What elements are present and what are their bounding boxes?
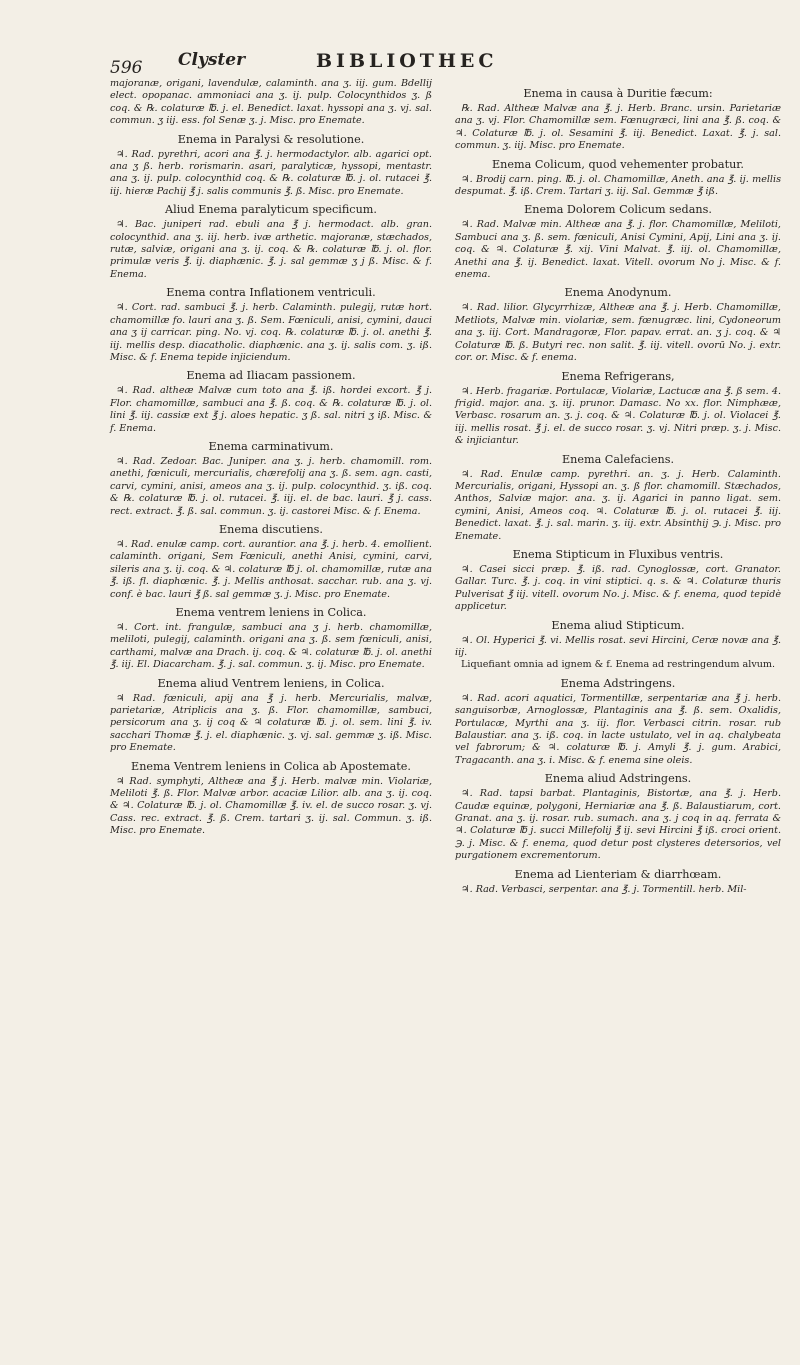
recipe-heading: Enema in Paralysi & resolutione.	[177, 132, 365, 146]
recipe-heading: Enema Dolorem Colicum sedans.	[524, 203, 712, 217]
recipe-section	[110, 133, 432, 199]
recipe-text: ♃. Ol. Hyperici ℥. vi. Mellis rosat. sevi Hircini, Ceræ novæ ana ℥. iij.	[455, 634, 781, 658]
recipe-text: ♃. Rad. tapsi barbat. Plantaginis, Bistortæ, ana ℥. j. Herb. Caudæ equinæ, polygoni, Herniariæ ana ℥. ß. Balaustiarum, cort. Granat. ana ʒ. ij. rosar. rub. sumach. ana ʒ. j coq in aq. ferrata & ♃. Colaturæ ℔ j. succi Millefolij ℥ ij. sevi Hircini ℥ iß. croci orient. ℈. j. Misc. & f. enema, quod detur post clysteres detersorios, vel purgationem excrementorum.	[455, 788, 781, 862]
recipe-section	[455, 370, 781, 448]
recipe-text: ♃. Rad. pyrethri, acori ana ℥. j. hermodactylor. alb. agarici opt. ana ʒ ß. herb. rorismarin. asari, paralyticæ, hyssopi, mentastr. ana ʒ. ij. pulp. colocynthid coq. & ℞. colaturæ ℔. j. ol. rutacei ℥. iij. hieræ Pachij ℥ j. salis communis ℥. ß. Misc. pro Enemate.	[110, 148, 432, 197]
recipe-section	[455, 158, 781, 199]
recipe-section	[455, 677, 781, 767]
recipe-heading: Enema ad Lienteriam & diarrhœam.	[514, 867, 722, 881]
recipe-text: ♃. Cort. int. frangulæ, sambuci ana ʒ j. herb. chamomillæ, meliloti, pulegij, calaminth. origani ana ʒ. ß. sem fœniculi, anisi, carthami, malvæ ana Drach. ij. coq. & ♃. colaturæ ℔. j. ol. anethi ℥. iij. El. Diacarcham. ℥. j. sal. commun. ʒ. ij. Misc. pro Enemate.	[110, 622, 432, 671]
recipe-heading: Enema Calefaciens.	[561, 452, 675, 466]
recipe-section	[455, 548, 781, 614]
recipe-heading: Enema ventrem leniens in Colica.	[175, 606, 367, 619]
recipe-text: ℞. Rad. Altheæ Malvæ ana ℥. j. Herb. Branc. ursin. Parietariæ ana ʒ. vj. Flor. Chamomillæ sem. Fœnugræci, lini ana ℥. ß. coq. & ♃. Colaturæ ℔. j. ol. Sesamini ℥. iij. Benedict. Laxat. ℥. j. sal. commun. ʒ. iij. Misc. pro Enemate.	[455, 103, 781, 152]
recipe-text: ♃. Rad. acori aquatici, Tormentillæ, serpentariæ ana ℥ j. herb. sanguisorbæ, Arnoglossæ, Plantaginis ana ℥. ß. sem. Oxalidis, Portulacæ, Myrthi ana ʒ. iij. flor. Verbasci citrin. rosar. rub Balaustiar. ana ʒ. iß. coq. in lacte ustulato, vel in aq. chalybeata vel fabrorum; & ♃. colaturæ ℔. j. Amyli ℥. j. gum. Arabici, Tragacanth. ana ʒ. i. Misc. & f. enema sine oleis.	[455, 692, 781, 766]
recipe-heading: Enema Refrigerans,	[561, 369, 675, 383]
recipe-text: ♃. Rad. lilior. Glycyrrhizæ, Altheæ ana ℥. j. Herb. Chamomillæ, Metliots, Malvæ min. violariæ, sem. fœnugræc. lini, Cydoneorum ana ʒ. iij. Cort. Mandragoræ, Flor. papav. errat. an. ʒ j. coq. & ♃ Colaturæ ℔. ß. Butyri rec. non salit. ℥. iij. vitell. ovorū No. j. extr. cor. or. Misc. & f. enema.	[455, 302, 781, 364]
recipe-heading: Enema Colicum, quod vehementer probatur.	[492, 157, 744, 171]
running-head: BIBLIOTHEC	[316, 50, 498, 72]
recipe-section	[110, 677, 432, 755]
recipe-text: ♃. Rad. Verbasci, serpentar. ana ℥. j. Tormentill. herb. Mil-	[461, 883, 747, 895]
recipe-section	[110, 523, 432, 601]
recipe-section	[455, 772, 781, 862]
recipe-heading: Enema aliud Adstringens.	[544, 772, 692, 786]
left-column	[110, 78, 432, 842]
recipe-section	[455, 453, 781, 543]
recipe-section	[455, 286, 781, 364]
headword: Clyster	[178, 50, 246, 70]
recipe-heading: Enema carminativum.	[208, 439, 334, 453]
recipe-text: ♃. Brodij carn. ping. ℔. j. ol. Chamomillæ, Aneth. ana ℥. ij. mellis despumat. ℥. iß. Crem. Tartari ʒ. iij. Sal. Gemmæ ℥ iß.	[455, 173, 781, 198]
page-number: 596	[110, 58, 143, 78]
recipe-heading: Enema ad Iliacam passionem.	[186, 369, 356, 383]
recipe-text: ♃ Rad. fœniculi, apij ana ℥ j. herb. Mercurialis, malvæ, parietariæ, Atriplicis ana ʒ. ß. Flor. chamomillæ, sambuci, persicorum ana ʒ. ij coq & ♃ colaturæ ℔. j. ol. sem. lini ℥. iv. sacchari Thomæ ℥. j. el. diaphænic. ʒ. vj. sal. gemmæ ʒ. iß. Misc. pro Enemate.	[110, 692, 432, 754]
recipe-heading: Enema aliud Ventrem leniens, in Colica.	[157, 676, 385, 690]
recipe-text: ♃. Rad. Malvæ min. Altheæ ana ℥. j. flor. Chamomillæ, Meliloti, Sambuci ana ʒ. ß. sem. fœniculi, Anisi Cymini, Apij, Lini ana ʒ. ij. coq. & ♃. Colaturæ ℥. xij. Vini Malvat. ℥. iij. ol. Chamomillæ, Anethi ana ℥. ij. Benedict. laxat. Vitell. ovorum No j. Misc. & f. enema.	[455, 219, 781, 281]
recipe-section	[110, 286, 432, 364]
recipe-heading: Enema Stipticum in Fluxibus ventris.	[512, 547, 724, 561]
recipe-section	[455, 868, 781, 896]
continued-recipe: majoranæ, origani, lavendulæ, calaminth. ana ʒ. iij. gum. Bdellij elect. opopanac. ammoniaci ana ʒ. ij. pulp. Colocynthidos ʒ. ß coq. & ℞. colaturæ ℔. j. el. Benedict. laxat. hyssopi ana ʒ. vj. sal. commun. ʒ iij. ess. fol Senæ ʒ. j. Misc. pro Enemate.	[110, 78, 432, 127]
recipe-text: ♃. Herb. fragariæ. Portulacæ, Violariæ, Lactucæ ana ℥. ß sem. 4. frigid. major. ana. ʒ. iij. prunor. Damasc. No xx. flor. Nimphææ, Verbasc. rosarum an. ʒ. j. coq. & ♃. Colaturæ ℔. j. ol. Violacei ℥. iij. mellis rosat. ℥ j. el. de succo rosar. ʒ. vj. Nitri præp. ʒ. j. Misc. & injiciantur.	[455, 385, 781, 447]
recipe-text: ♃. Casei sicci præp. ℥. iß. rad. Cynoglossæ, cort. Granator. Gallar. Turc. ℥. j. coq. in vini stiptici. q. s. & ♃. Colaturæ thuris Pulverisat ℥ iij. vitell. ovorum No. j. Misc. & f. enema, quod tepidè applicetur.	[455, 563, 781, 613]
recipe-text: ♃. Rad. altheæ Malvæ cum toto ana ℥. iß. hordei excort. ℥ j. Flor. chamomillæ, sambuci ana ℥. ß. coq. & ℞. colaturæ ℔. j. ol. lini ℥. iij. cassiæ ext ℥ j. aloes hepatic. ʒ ß. sal. nitri ʒ iß. Misc. & f. Enema.	[110, 385, 432, 434]
recipe-section	[110, 760, 432, 838]
recipe-section	[455, 619, 781, 672]
recipe-instruction: Liquefiant omnia ad ignem & f. Enema ad restringendum alvum.	[461, 659, 776, 671]
recipe-section	[110, 369, 432, 435]
recipe-section	[110, 440, 432, 518]
right-column	[455, 82, 781, 900]
recipe-text: ♃. Cort. rad. sambuci ℥. j. herb. Calaminth. pulegij, rutæ hort. chamomillæ fo. lauri ana ʒ. ß. Sem. Fœniculi, anisi, cymini, dauci ana ʒ ij carricar. ping. No. vj. coq. ℞. colaturæ ℔. j. ol. anethi ℥. iij. mellis desp. diacatholic. diaphænic. ana ʒ. ij. salis com. ʒ. iß. Misc. & f. Enema tepide injiciendum.	[110, 302, 432, 363]
recipe-heading: Enema Ventrem leniens in Colica ab Apostemate.	[131, 759, 411, 773]
recipe-heading: Enema Anodynum.	[564, 286, 672, 300]
recipe-heading: Aliud Enema paralyticum specificum.	[165, 203, 377, 217]
recipe-section	[455, 203, 781, 281]
recipe-text: ♃. Rad. enulæ camp. cort. aurantior. ana ℥. j. herb. 4. emollient. calaminth. origani, Sem Fœniculi, anethi Anisi, cymini, carvi, sileris ana ʒ. ij. coq. & ♃. colaturæ ℔ j. ol. chamomillæ, rutæ ana ℥. iß. fl. diaphœnic. ℥. j. Mellis anthosat. sacchar. rub. ana ʒ. vj. conf. è bac. lauri ℥ ß. sal gemmæ ʒ. j. Misc. pro Enemate.	[110, 538, 432, 600]
recipe-heading: Enema Adstringens.	[560, 676, 676, 690]
recipe-heading: Enema in causa à Duritie fæcum:	[523, 87, 713, 100]
recipe-section	[455, 87, 781, 153]
recipe-text: ♃. Bac. juniperi rad. ebuli ana ℥ j. hermodact. alb. gran. colocynthid. ana ʒ. iij. herb. ivæ arthetic. majoranæ, stæchados, rutæ, salviæ, origani ana ʒ. ij. coq. & ℞. colaturæ ℔. j. ol. flor. primulæ veris ℥. ij. diaphænic. ℥. j. sal gemmæ ʒ j ß. Misc. & f. Enema.	[110, 219, 432, 280]
recipe-section	[110, 606, 432, 672]
recipe-text: ♃ Rad. symphyti, Altheæ ana ℥ j. Herb. malvæ min. Violariæ, Meliloti ℥. ß. Flor. Malvæ arbor. acaciæ Lilior. alb. ana ʒ. ij. coq. & ♃. Colaturæ ℔. j. ol. Chamomillæ ℥. iv. el. de succo rosar. ʒ. vj. Cass. rec. extract. ℥. ß. Crem. tartari ʒ. ij. sal. Commun. ʒ. iß. Misc. pro Enemate.	[110, 775, 432, 837]
recipe-heading: Enema aliud Stipticum.	[551, 618, 685, 632]
recipe-section	[110, 203, 432, 281]
recipe-heading: Enema discutiens.	[219, 522, 323, 536]
recipe-text: ♃. Rad. Enulæ camp. pyrethri. an. ʒ. j. Herb. Calaminth. Mercurialis, origani, Hyssopi an. ʒ. ß flor. chamomill. Stæchados, Anthos, Salviæ major. ana. ʒ. ij. Agarici in panno ligat. sem. cymini, Anisi, Ameos coq. ♃. Colaturæ ℔. j. ol. rutacei ℥. iij. Benedict. laxat. ℥. j. sal. marin. ʒ. iij. extr. Absinthij ℈. j. Misc. pro Enemate.	[455, 468, 781, 542]
recipe-text: ♃. Rad. Zedoar. Bac. Juniper. ana ʒ. j. herb. chamomill. rom. anethi, fœniculi, mercurialis, chærefolij ana ʒ. ß. sem. agn. casti, carvi, cymini, anisi, ameos ana ʒ. ij. pulp. colocynthid. ʒ. iß. coq. & ℞. colaturæ ℔. j. ol. rutacei. ℥. iij. el. de bac. lauri. ℥ j. cass. rect. extract. ℥. ß. sal. commun. ʒ. ij. castorei Misc. & f. Enema.	[110, 455, 432, 517]
recipe-heading: Enema contra Inflationem ventriculi.	[166, 286, 376, 300]
